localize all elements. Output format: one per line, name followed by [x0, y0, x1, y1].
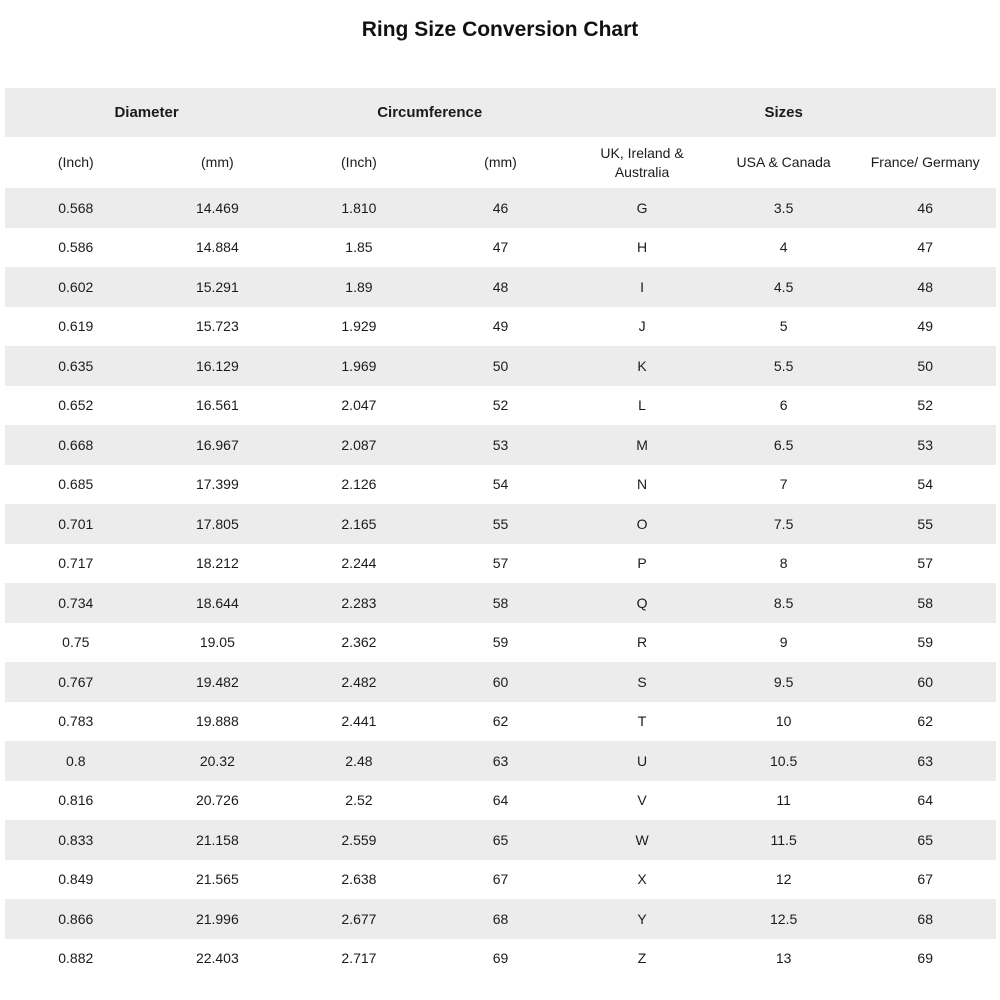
table-cell: 48: [492, 278, 509, 295]
table-cell: 0.586: [58, 239, 94, 256]
table-cell: 60: [492, 673, 509, 690]
table-cell: 2.559: [341, 831, 377, 848]
table-row: [5, 860, 996, 900]
group-header-diameter: Diameter: [114, 104, 179, 121]
table-cell: 48: [917, 278, 933, 295]
table-cell: 1.89: [345, 278, 373, 295]
table-cell: 69: [917, 950, 933, 967]
table-cell: 5.5: [773, 357, 794, 374]
table-cell: 0.833: [58, 831, 94, 848]
table-cell: 60: [917, 673, 933, 690]
table-cell: 68: [492, 910, 509, 927]
table-row: [5, 504, 996, 544]
table-row: [5, 820, 996, 860]
table-cell: 2.52: [345, 792, 373, 809]
table-cell: 54: [492, 476, 509, 493]
table-cell: 57: [917, 555, 933, 572]
table-cell: 2.717: [341, 950, 377, 967]
table-cell: 57: [492, 555, 509, 572]
table-cell: 15.723: [195, 318, 239, 335]
table-cell: 8.5: [773, 594, 794, 611]
table-cell: 8: [779, 555, 788, 572]
table-row: [5, 939, 996, 979]
column-header-uk-ireland-australia: UK, Ireland & Australia: [600, 145, 684, 180]
table-cell: 59: [917, 634, 933, 651]
table-cell: 50: [492, 357, 509, 374]
table-cell: 68: [917, 910, 933, 927]
table-cell: 17.805: [195, 515, 239, 532]
table-cell: 63: [917, 752, 933, 769]
table-row: [5, 307, 996, 347]
table-cell: 2.441: [341, 713, 377, 730]
table-cell: 14.469: [195, 199, 239, 216]
table-cell: J: [638, 318, 646, 335]
table-cell: 12.5: [770, 910, 798, 927]
table-row: [5, 741, 996, 781]
table-cell: 10.5: [770, 752, 798, 769]
table-row: [5, 544, 996, 584]
table-cell: 0.668: [58, 436, 94, 453]
table-cell: 0.734: [58, 594, 94, 611]
table-cell: 2.362: [341, 634, 377, 651]
table-row: [5, 781, 996, 821]
table-cell: 22.403: [195, 950, 239, 967]
table-cell: 20.32: [199, 752, 235, 769]
table-cell: 65: [917, 831, 933, 848]
table-cell: 2.126: [341, 476, 377, 493]
table-cell: 46: [492, 199, 509, 216]
table-row: [5, 228, 996, 268]
table-cell: T: [637, 713, 647, 730]
table-row: [5, 583, 996, 623]
table-cell: 58: [492, 594, 509, 611]
table-row: [5, 386, 996, 426]
table-cell: 2.244: [341, 555, 377, 572]
table-body: [5, 188, 996, 978]
table-cell: 54: [917, 476, 933, 493]
table-cell: L: [638, 397, 646, 414]
table-cell: 13: [775, 950, 792, 967]
table-cell: 18.212: [195, 555, 239, 572]
table-cell: 53: [917, 436, 933, 453]
table-cell: M: [636, 436, 648, 453]
table-cell: 19.05: [199, 634, 235, 651]
table-cell: 19.482: [195, 673, 239, 690]
table-cell: 2.482: [341, 673, 377, 690]
table-cell: 53: [492, 436, 509, 453]
table-cell: 63: [492, 752, 509, 769]
table-cell: 15.291: [195, 278, 239, 295]
table-cell: 21.996: [195, 910, 239, 927]
table-cell: R: [637, 634, 648, 651]
table-cell: 69: [492, 950, 509, 967]
table-cell: 67: [492, 871, 509, 888]
table-row: [5, 623, 996, 663]
table-cell: 0.783: [58, 713, 94, 730]
table-cell: U: [637, 752, 648, 769]
table-cell: O: [636, 515, 648, 532]
table-cell: 1.969: [341, 357, 377, 374]
table-row: [5, 465, 996, 505]
table-cell: Q: [636, 594, 648, 611]
table-cell: 6.5: [773, 436, 794, 453]
table-cell: 21.158: [195, 831, 239, 848]
table-cell: 2.48: [345, 752, 373, 769]
table-cell: 1.810: [341, 199, 377, 216]
column-header-diameter-inch: (Inch): [57, 154, 94, 171]
table-cell: 0.685: [58, 476, 94, 493]
table-cell: 0.75: [62, 634, 90, 651]
group-header-circumference: Circumference: [377, 104, 483, 121]
table-cell: 62: [917, 713, 933, 730]
table-cell: 1.929: [341, 318, 377, 335]
table-row: [5, 425, 996, 465]
column-header-usa-canada: USA & Canada: [736, 154, 831, 171]
table-cell: 9.5: [773, 673, 794, 690]
table-row: [5, 662, 996, 702]
table-cell: 21.565: [195, 871, 239, 888]
table-row: [5, 346, 996, 386]
table-cell: 16.967: [195, 436, 239, 453]
table-cell: 62: [492, 713, 509, 730]
table-cell: X: [637, 871, 647, 888]
table-row: [5, 702, 996, 742]
table-cell: 0.619: [58, 318, 94, 335]
conversion-table: [5, 88, 996, 978]
table-cell: 0.767: [58, 673, 94, 690]
table-cell: S: [637, 673, 647, 690]
group-header-row: [5, 88, 996, 137]
table-cell: 49: [492, 318, 509, 335]
table-cell: 10: [775, 713, 792, 730]
table-cell: 3.5: [773, 199, 794, 216]
table-cell: 67: [917, 871, 933, 888]
table-cell: 0.652: [58, 397, 94, 414]
table-cell: 17.399: [195, 476, 239, 493]
table-cell: 47: [492, 239, 509, 256]
table-cell: 4: [779, 239, 788, 256]
table-cell: 16.129: [195, 357, 239, 374]
table-cell: 5: [779, 318, 788, 335]
table-cell: 9: [779, 634, 788, 651]
table-cell: 0.568: [58, 199, 94, 216]
table-cell: 11: [776, 792, 791, 809]
table-cell: 14.884: [195, 239, 239, 256]
table-cell: 0.635: [58, 357, 94, 374]
table-cell: Y: [637, 910, 647, 927]
table-cell: 2.283: [341, 594, 377, 611]
column-header-france-germany: France/ Germany: [870, 154, 980, 171]
table-cell: 2.087: [341, 436, 377, 453]
column-header-row: [5, 137, 996, 188]
column-header-circumference-mm: (mm): [484, 154, 517, 171]
table-cell: 52: [492, 397, 509, 414]
table-cell: V: [637, 792, 647, 809]
table-cell: K: [637, 357, 647, 374]
table-cell: W: [635, 831, 649, 848]
table-cell: 12: [775, 871, 792, 888]
table-cell: N: [637, 476, 648, 493]
table-cell: 0.816: [58, 792, 94, 809]
table-cell: 49: [917, 318, 933, 335]
table-cell: 47: [917, 239, 933, 256]
table-cell: 46: [917, 199, 933, 216]
table-cell: 1.85: [345, 239, 373, 256]
page-title: Ring Size Conversion Chart: [361, 18, 639, 41]
table-cell: 0.602: [58, 278, 94, 295]
table-cell: 0.717: [58, 555, 94, 572]
table-cell: 4.5: [773, 278, 794, 295]
table-cell: 55: [917, 515, 933, 532]
table-cell: 2.047: [341, 397, 377, 414]
table-cell: 2.165: [341, 515, 377, 532]
table-cell: 55: [492, 515, 509, 532]
table-cell: 65: [492, 831, 509, 848]
table-row: [5, 188, 996, 228]
table-cell: 0.701: [58, 515, 94, 532]
table-cell: 0.866: [58, 910, 94, 927]
table-cell: 16.561: [195, 397, 239, 414]
table-cell: 7.5: [773, 515, 794, 532]
table-cell: 58: [917, 594, 933, 611]
table-cell: 64: [492, 792, 509, 809]
table-cell: 52: [917, 397, 933, 414]
table-cell: 19.888: [195, 713, 239, 730]
table-cell: 6: [779, 397, 788, 414]
table-row: [5, 267, 996, 307]
table-cell: P: [637, 555, 647, 572]
table-cell: 18.644: [195, 594, 239, 611]
table-cell: 2.638: [341, 871, 377, 888]
table-cell: 50: [917, 357, 933, 374]
table-cell: 0.8: [66, 752, 86, 769]
table-cell: G: [636, 199, 648, 216]
table-cell: Z: [637, 950, 647, 967]
table-cell: 0.849: [58, 871, 94, 888]
table-cell: 0.882: [58, 950, 94, 967]
table-cell: 64: [917, 792, 933, 809]
table-cell: 59: [492, 634, 509, 651]
table-cell: 7: [779, 476, 788, 493]
table-row: [5, 899, 996, 939]
column-header-circumference-inch: (Inch): [341, 154, 377, 171]
table-cell: 2.677: [341, 910, 377, 927]
table-cell: I: [640, 278, 644, 295]
table-cell: 11.5: [770, 831, 797, 848]
group-header-sizes: Sizes: [764, 104, 803, 121]
table-cell: H: [637, 239, 648, 256]
column-header-diameter-mm: (mm): [201, 154, 234, 171]
table-cell: 20.726: [195, 792, 239, 809]
